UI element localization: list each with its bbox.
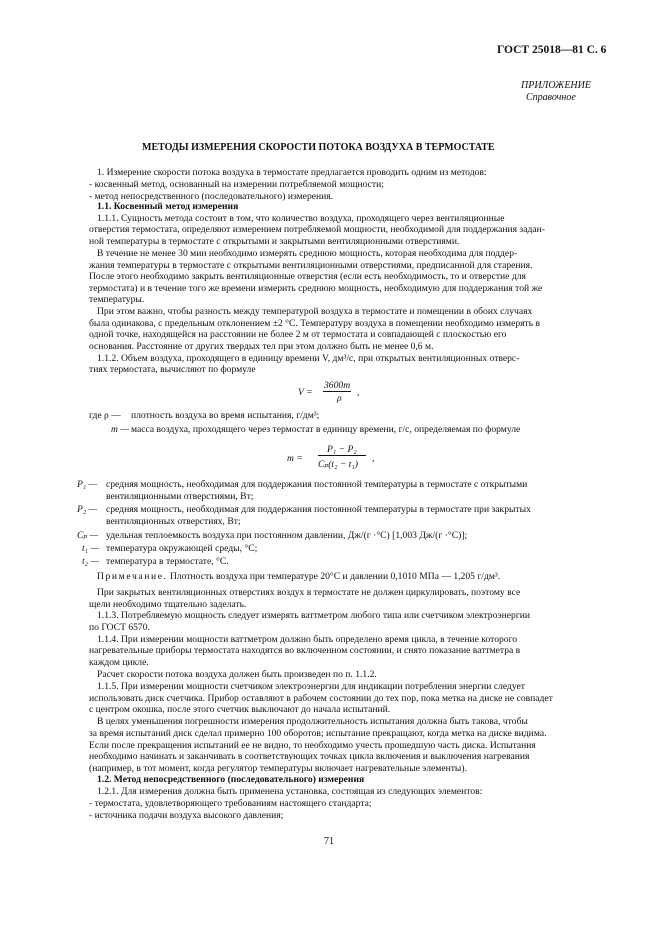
def-text: температура окружающей среды, °С; bbox=[106, 543, 258, 554]
note bbox=[97, 571, 500, 583]
def-term: где ρ — bbox=[89, 410, 121, 421]
def-term: P₂ — bbox=[77, 504, 98, 515]
note-label: Примечание. bbox=[97, 571, 168, 582]
body-line: После этого необходимо закрыть вентиляционные отверстия (если есть необходимость, то и отверстие для bbox=[89, 271, 526, 282]
reference-label: Справочное bbox=[526, 92, 576, 103]
header-title: ГОСТ 25018—81 С. 6 bbox=[497, 44, 607, 56]
def-text: масса воздуха, проходящего через термостат в единицу времени, г/с, определяемая по формуле bbox=[131, 424, 521, 435]
body-line: В течение не менее 30 мин необходимо измерять среднюю мощность, которая необходима для поддер- bbox=[97, 248, 518, 259]
body-line: Расчет скорости потока воздуха должен быть произведен по п. 1.1.2. bbox=[97, 669, 377, 680]
body-line: 1. Измерение скорости потока воздуха в термостате предлагается проводить одним из методов: bbox=[97, 167, 487, 178]
def-text: вентиляционными отверстиями, Вт; bbox=[106, 491, 254, 502]
body-line: основания. Расстояние от других твердых тел при этом должно быть не менее 0,6 м. bbox=[89, 341, 434, 352]
body-line: 1.1.4. При измерении мощности ваттметром должно быть определено время цикла, в течение которого bbox=[97, 634, 518, 645]
body-line: Если после прекращения испытаний ее не видно, то необходимо учесть прошедшую часть диска. Испытания bbox=[89, 740, 536, 751]
body-line: ной температуры в термостате с открытыми и закрытыми вентиляционными отверстиями. bbox=[89, 236, 460, 247]
section-heading: 1.2. Метод непосредственного (последовательного) измерения bbox=[97, 774, 365, 785]
body-line: 1.1.3. Потребляемую мощность следует измерять ваттметром любого типа или счетчиком электроэнергии bbox=[97, 610, 531, 621]
formula-comma: , bbox=[372, 453, 375, 464]
body-line: одной точке, находящейся на расстоянии не более 2 м от термостата и совпадающей с плоскостью его bbox=[89, 329, 507, 340]
body-line: - косвенный метод, основанный на измерении потребляемой мощности; bbox=[89, 179, 384, 190]
def-term: t₁ — bbox=[82, 543, 99, 554]
body-line: жания температуры в термостате с открытыми вентиляционными отверстиями, предписанной для старения. bbox=[89, 260, 533, 271]
body-line: нагревательные приборы термостата находятся во включенном состоянии, и снято показание ваттметра в bbox=[89, 645, 521, 656]
body-line: необходимо начинать и заканчивать в соответствующих точках цикла включения и выключения нагревания bbox=[89, 751, 530, 762]
body-line: При этом важно, чтобы разность между температурой воздуха в термостате и помещении в обоих случаях bbox=[97, 306, 533, 317]
def-text: плотность воздуха во время испытания, г/дм³; bbox=[131, 410, 320, 421]
formula-lhs: V = bbox=[298, 387, 313, 398]
note-text: Плотность воздуха при температуре 20°С и давлении 0,1010 МПа — 1,205 г/дм³. bbox=[169, 571, 501, 582]
def-term: t₂ — bbox=[82, 556, 99, 567]
body-line: - источника подачи воздуха высокого давления; bbox=[89, 810, 284, 821]
formula-numerator: 3600m bbox=[324, 380, 351, 391]
page-number: 71 bbox=[324, 836, 334, 847]
body-line: При закрытых вентиляционных отверстиях воздух в термостате не должен циркулировать, поэтому все bbox=[97, 587, 521, 598]
body-line: - термостата, удовлетворяющего требованиям настоящего стандарта; bbox=[89, 798, 372, 809]
body-line: В целях уменьшения погрешности измерения продолжительность испытания должна быть такова, чтобы bbox=[97, 716, 528, 727]
body-line: с центром окошка, после этого счетчик выключают до начала испытаний. bbox=[89, 704, 391, 715]
body-line: отверстия термостата, определяют измерением потребляемой мощности, необходимой для поддержания задан- bbox=[89, 224, 545, 235]
body-line: 1.2.1. Для измерения должна быть применена установка, состоящая из следующих элементов: bbox=[97, 786, 483, 797]
appendix-label: ПРИЛОЖЕНИЕ bbox=[521, 80, 591, 91]
body-line: была одинакова, с предельным отклонением ±2 °С. Температуру воздуха в помещении необходимо измерять в bbox=[89, 318, 541, 329]
formula-comma: , bbox=[357, 387, 360, 398]
def-term: P₁ — bbox=[77, 479, 98, 490]
def-text: средняя мощность, необходимая для поддержания постоянной температуры в термостате с открытыми bbox=[106, 479, 528, 490]
body-line: 1.1.2. Объем воздуха, проходящего в единицу времени V, дм³/с, при открытых вентиляционных отверс- bbox=[97, 353, 520, 364]
main-title: МЕТОДЫ ИЗМЕРЕНИЯ СКОРОСТИ ПОТОКА ВОЗДУХА В ТЕРМОСТАТЕ bbox=[142, 142, 495, 153]
formula-denominator: Cₚ(t₂ − t₁) bbox=[318, 459, 358, 470]
def-text: температура в термостате, °С. bbox=[106, 556, 229, 567]
body-line: термостата) и в течение того же времени измерить среднюю мощность, необходимую для поддержания той же bbox=[89, 283, 543, 294]
body-line: щели необходимо тщательно заделать. bbox=[89, 599, 247, 610]
def-text: средняя мощность, необходимая для поддержания постоянной температуры в термостате при закрытых bbox=[106, 504, 531, 515]
body-line: тиях термостата, вычисляют по формуле bbox=[89, 364, 256, 375]
def-term: m — bbox=[111, 424, 129, 435]
body-line: за время испытаний диск сделал примерно 100 оборотов; испытание прекращают, когда метка на диске видима. bbox=[89, 728, 547, 739]
body-line: 1.1.5. При измерении мощности счетчиком электроэнергии для индикации потребления энергии следует bbox=[97, 681, 525, 692]
body-line: использовать диск счетчика. Прибор оставляют в рабочем состоянии до тех пор, пока метка на диске не совпадет bbox=[89, 693, 553, 704]
formula-lhs: m = bbox=[287, 453, 303, 464]
body-line: температуры. bbox=[89, 294, 145, 305]
def-text: удельная теплоемкость воздуха при постоянном давлении, Дж/(г ·°С) [1,003 Дж/(г ·°С)]; bbox=[106, 530, 468, 541]
body-line: каждом цикле. bbox=[89, 657, 149, 668]
formula-numerator: P₁ − P₂ bbox=[318, 444, 366, 456]
section-heading: 1.1. Косвенный метод измерения bbox=[97, 201, 239, 212]
body-line: 1.1.1. Сущность метода состоит в том, что количество воздуха, проходящего через вентиляционные bbox=[97, 213, 505, 224]
body-line: по ГОСТ 6570. bbox=[89, 622, 150, 633]
def-term: Cₚ — bbox=[77, 530, 99, 541]
def-text: вентиляционных отверстиях, Вт; bbox=[106, 516, 241, 527]
body-line: (например, в тот момент, когда регулятор температуры включает нагревательные элементы). bbox=[89, 763, 467, 774]
body-line: - метод непосредственного (последовательного) измерения. bbox=[89, 191, 334, 202]
formula-denominator: ρ bbox=[337, 393, 342, 404]
